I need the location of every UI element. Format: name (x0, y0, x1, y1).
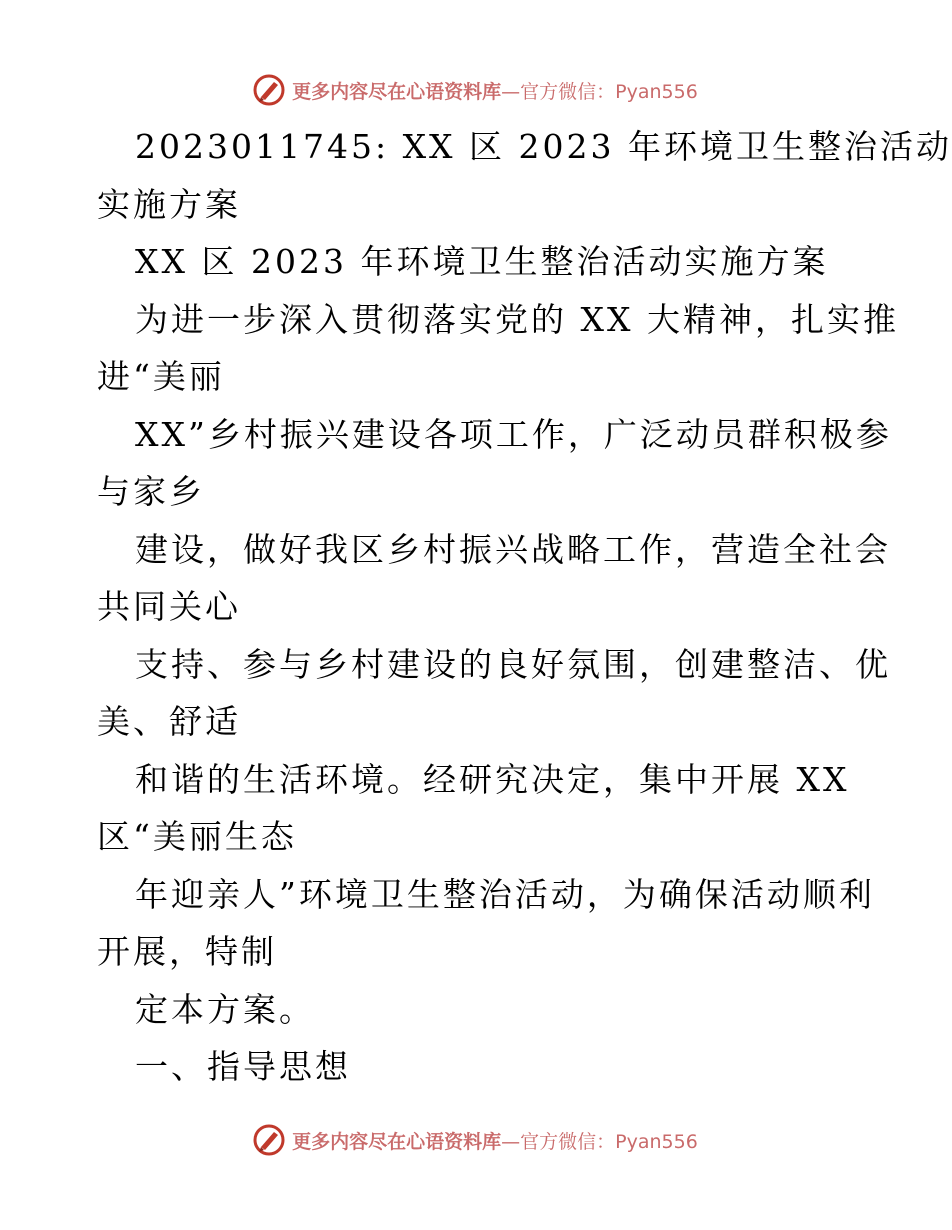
doc-line: XX 区 2023 年环境卫生整治活动实施方案 (135, 242, 829, 281)
doc-line: 为进一步深入贯彻落实党的 XX 大精神，扎实推 (135, 299, 899, 339)
pen-logo-icon (252, 1123, 286, 1157)
watermark-right-text: —官方微信：Pyan556 (501, 1130, 698, 1153)
watermark-banner-top (0, 70, 950, 110)
watermark-left-text: 更多内容尽在心语资料库 (292, 80, 502, 103)
doc-line: 开展，特制 (97, 932, 277, 971)
doc-line: XX”乡村振兴建设各项工作，广泛动员群积极参 (135, 414, 892, 454)
doc-line: 支持、参与乡村建设的良好氛围，创建整洁、优 (135, 644, 891, 684)
pen-logo-icon (252, 73, 286, 107)
doc-line: 一、指导思想 (135, 1047, 351, 1086)
watermark-right-text: —官方微信：Pyan556 (501, 80, 698, 103)
doc-line: 美、舒适 (97, 702, 241, 741)
doc-line: 2023011745: XX 区 2023 年环境卫生整治活动 (135, 127, 952, 166)
doc-line: 区“美丽生态 (97, 817, 297, 856)
doc-line: 进“美丽 (97, 357, 225, 396)
document-body (97, 118, 952, 1096)
doc-line: 与家乡 (97, 472, 205, 511)
doc-line: 定本方案。 (135, 989, 315, 1029)
doc-line: 共同关心 (97, 587, 241, 626)
doc-line: 实施方案 (97, 184, 241, 224)
doc-line: 年迎亲人”环境卫生整治活动，为确保活动顺利 (135, 874, 875, 914)
doc-line: 建设，做好我区乡村振兴战略工作，营造全社会 (135, 529, 891, 569)
doc-line: 和谐的生活环境。经研究决定，集中开展 XX (135, 759, 850, 799)
watermark-left-text: 更多内容尽在心语资料库 (292, 1130, 502, 1153)
watermark-banner-bottom (0, 1120, 950, 1160)
